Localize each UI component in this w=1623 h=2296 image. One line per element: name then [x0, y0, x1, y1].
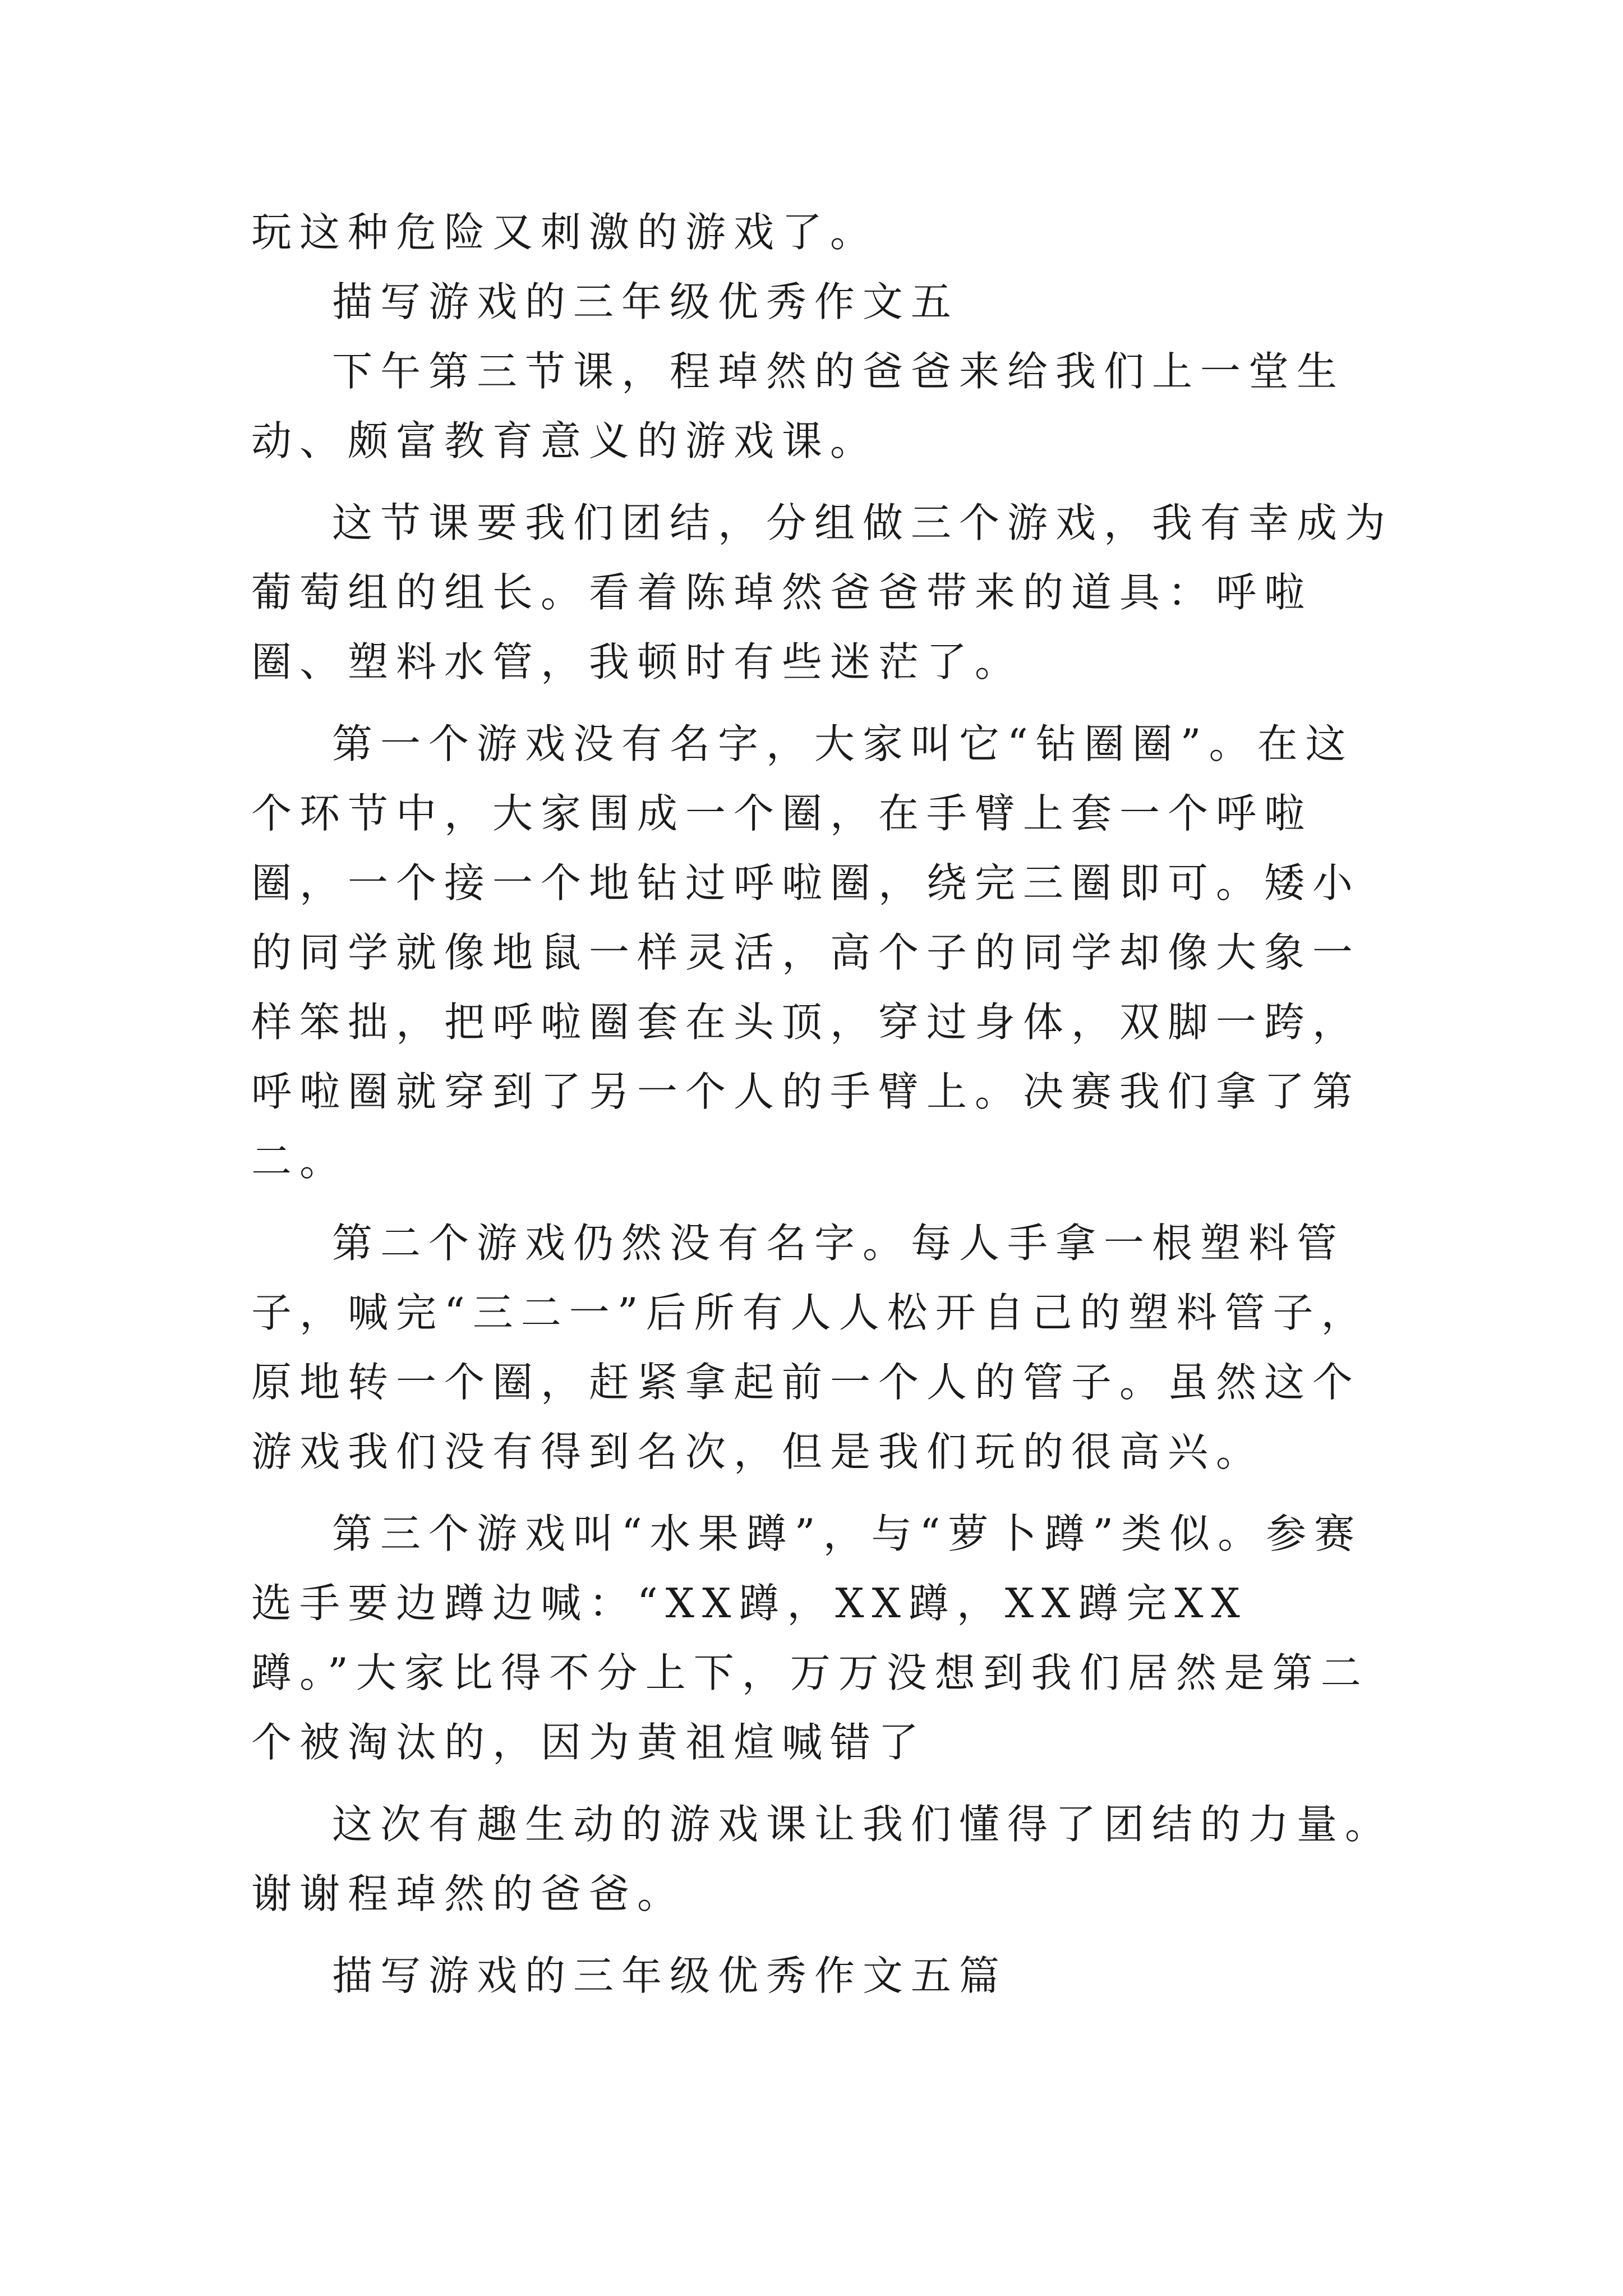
- document-body: [251, 197, 1395, 2010]
- paragraph-game-three: 第三个游戏叫“水果蹲”，与“萝卜蹲”类似。参赛选手要边蹲边喊：“XX蹲，XX蹲，XX蹲完XX蹲。”大家比得不分上下，万万没想到我们居然是第二个被淘汰的，因为黄祖煊喊错了: [251, 1510, 1369, 1766]
- paragraph-intro: 下午第三节课，程琸然的爸爸来给我们上一堂生动、颇富教育意义的游戏课。: [251, 348, 1345, 464]
- paragraph-continuation: 玩这种危险又刺激的游戏了。: [251, 209, 879, 256]
- paragraph-game-two: 第二个游戏仍然没有名字。每人手拿一根塑料管子，喊完“三二一”后所有人人松开自己的塑料管子，原地转一个圈，赶紧拿起前一个人的管子。虽然这个游戏我们没有得到名次，但是我们玩的很高兴。: [251, 1220, 1370, 1475]
- closing-heading: 描写游戏的三年级优秀作文五篇: [332, 1952, 1008, 1999]
- paragraph-game-one: 第一个游戏没有名字，大家叫它“钻圈圈”。在这个环节中，大家围成一个圈，在手臂上套一个呼啦圈，一个接一个地钻过呼啦圈，绕完三圈即可。矮小的同学就像地鼠一样灵活，高个子的同学却像大象一样笨拙，把呼啦圈套在头顶，穿过身体，双脚一跨，呼啦圈就穿到了另一个人的手臂上。决赛我们拿了第二。: [251, 720, 1361, 1185]
- paragraph-conclusion: 这次有趣生动的游戏课让我们懂得了团结的力量。谢谢程琸然的爸爸。: [251, 1801, 1394, 1917]
- section-heading: 描写游戏的三年级优秀作文五: [332, 278, 960, 325]
- paragraph-teams: 这节课要我们团结，分组做三个游戏，我有幸成为葡萄组的组长。看着陈琸然爸爸带来的道具：呼啦圈、塑料水管，我顿时有些迷茫了。: [251, 499, 1394, 685]
